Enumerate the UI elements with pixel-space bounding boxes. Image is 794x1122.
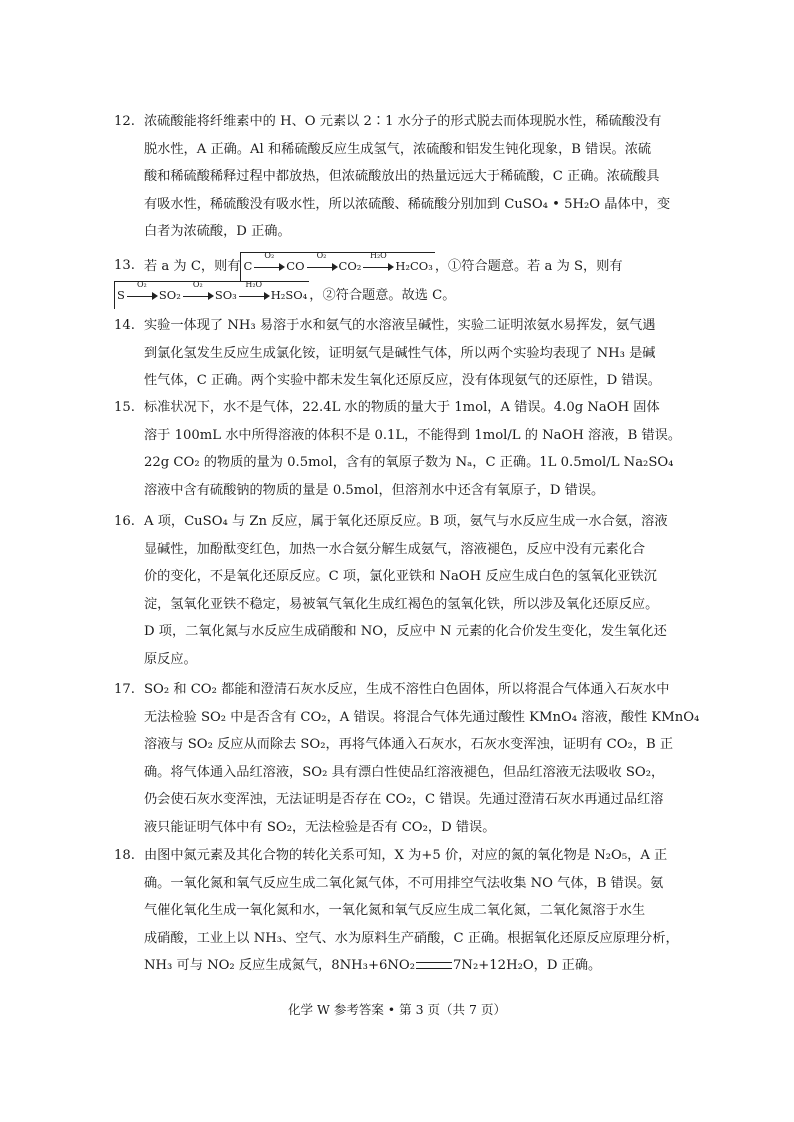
arrow-reagent: H₂O xyxy=(245,279,263,289)
answer-item-18 xyxy=(114,842,682,980)
answer-item-15 xyxy=(114,394,682,504)
reaction-arrow xyxy=(125,279,159,303)
item-line: 标准状况下，水不是气体，22.4L 水的物质的量大于 1mol，A 错误。4.0g NaOH 固体 xyxy=(144,400,660,415)
line-text: NH₃ 可与 NO₂ 反应生成氮气，8NH₃+6NO₂ xyxy=(144,958,416,973)
line-text: ，②符合题意。故选 C。 xyxy=(309,287,456,303)
page-footer: 化学 W 参考答案 • 第 3 页（共 7 页） xyxy=(288,1002,506,1017)
item-line: 到氯化氢发生反应生成氯化铵，证明氨气是碱性气体，所以两个实验均表现了 NH₃ 是碱 xyxy=(144,345,656,361)
item-line: 浓硫酸能将纤维素中的 H、O 元素以 2∶1 水分子的形式脱去而体现脱水性，稀硫酸没有 xyxy=(144,114,662,129)
item-line xyxy=(117,279,682,310)
reaction-arrow xyxy=(305,251,339,274)
item-line: SO₂ 和 CO₂ 都能和澄清石灰水反应，生成不溶性白色固体，所以将混合气体通入石灰水中 xyxy=(144,682,670,697)
reaction-arrow xyxy=(181,279,215,303)
chain-species: CO₂ xyxy=(338,259,362,273)
item-line: 成硝酸，工业上以 NH₃、空气、水为原料生产硝酸，C 正确。根据氧化还原反应原理分析， xyxy=(144,930,679,946)
item-line: 由图中氮元素及其化合物的转化关系可知，X 为+5 价，对应的氮的氧化物是 N₂O₅，A 正 xyxy=(144,848,668,863)
item-line: 淀，氢氧化亚铁不稳定，易被氧气氧化生成红褐色的氢氧化铁，所以涉及氧化还原反应。 xyxy=(144,596,659,612)
equals-sign xyxy=(416,962,452,969)
arrow-reagent: O₂ xyxy=(264,251,275,260)
sulfur-conversion-chain xyxy=(114,281,309,310)
item-number: 15. xyxy=(114,400,135,415)
item-line: 溶液与 SO₂ 反应从而除去 SO₂，再将气体通入石灰水，石灰水变浑浊，证明有 CO₂，B 正 xyxy=(144,737,674,752)
item-line: 确。将气体通入品红溶液，SO₂ 具有漂白性使品红溶液褪色，但品红溶液无法吸收 SO₂， xyxy=(144,764,665,780)
chain-species: CO xyxy=(286,259,305,273)
item-line: D 项，二氧化氮与水反应生成硝酸和 NO，反应中 N 元素的化合价发生变化，发生氧化还 xyxy=(144,624,667,639)
arrow-reagent: H₂O xyxy=(369,251,387,260)
chain-species: H₂SO₄ xyxy=(270,287,308,302)
item-line: 液只能证明气体中有 SO₂，无法检验是否有 CO₂，D 错误。 xyxy=(144,819,496,835)
carbon-conversion-chain xyxy=(240,252,434,281)
line-text: ，①符合题意。若 a 为 S，则有 xyxy=(434,259,623,274)
answer-item-14 xyxy=(114,312,682,395)
item-line: A 项，CuSO₄ 与 Zn 反应，属于氧化还原反应。B 项，氨气与水反应生成一水合氨，溶液 xyxy=(144,514,668,529)
item-line xyxy=(144,252,682,281)
chain-species: S xyxy=(117,287,125,302)
item-number: 12. xyxy=(114,114,135,129)
item-number: 16. xyxy=(114,514,135,529)
chain-species: H₂CO₃ xyxy=(395,259,433,273)
arrow-reagent: O₂ xyxy=(316,251,327,260)
answer-item-12 xyxy=(114,108,682,246)
item-line: 脱水性，A 正确。Al 和稀硫酸反应生成氢气，浓硫酸和铝发生钝化现象，B 错误。浓硫 xyxy=(144,141,652,157)
item-line: 无法检验 SO₂ 中是否含有 CO₂，A 错误。将混合气体先通过酸性 KMnO₄ 溶液，酸性 KMnO₄ xyxy=(144,709,700,725)
answer-item-16 xyxy=(114,508,682,673)
item-number: 17. xyxy=(114,682,135,697)
item-line: 气催化氧化生成一氧化氮和水，一氧化氮和氧气反应生成二氧化氮，二氧化氮溶于水生 xyxy=(144,903,646,918)
item-line: 价的变化，不是氧化还原反应。C 项，氯化亚铁和 NaOH 反应生成白色的氢氧化亚铁沉 xyxy=(144,569,657,584)
chain-species: C xyxy=(243,259,253,273)
reaction-arrow xyxy=(361,251,395,274)
item-line: 酸和稀硫酸稀释过程中都放热，但浓硫酸放出的热量远远大于稀硫酸，C 正确。浓硫酸具 xyxy=(144,169,660,184)
item-number: 18. xyxy=(114,848,135,863)
item-line: 22g CO₂ 的物质的量为 0.5mol，含有的氧原子数为 Nₐ，C 正确。1L 0.5mol/L Na₂SO₄ xyxy=(144,455,674,470)
item-line: 性气体，C 正确。两个实验中都未发生氧化还原反应，没有体现氨气的还原性，D 错误。 xyxy=(144,373,661,388)
item-line: 有吸水性，稀硫酸没有吸水性，所以浓硫酸、稀硫酸分别加到 CuSO₄ • 5H₂O 晶体中，变 xyxy=(144,196,671,212)
reaction-arrow xyxy=(237,279,271,303)
item-number: 13. xyxy=(114,258,135,273)
item-line: 溶于 100mL 水中所得溶液的体积不是 0.1L，不能得到 1mol/L 的 NaOH 溶液，B 错误。 xyxy=(144,427,682,443)
item-line: 溶液中含有硫酸钠的物质的量是 0.5mol，但溶剂水中还含有氧原子，D 错误。 xyxy=(144,482,605,498)
item-number: 14. xyxy=(114,318,135,333)
item-line: 显碱性，加酚酞变红色，加热一水合氨分解生成氨气，溶液褪色，反应中没有元素化合 xyxy=(144,541,646,557)
item-line: 实验一体现了 NH₃ 易溶于水和氨气的水溶液呈碱性，实验二证明浓氨水易挥发，氨气遇 xyxy=(144,318,656,333)
line-text: 7N₂+12H₂O，D 正确。 xyxy=(453,958,602,973)
chain-species: SO₃ xyxy=(214,287,237,302)
answer-item-13 xyxy=(114,252,682,309)
reaction-arrow xyxy=(252,251,286,274)
line-text: 若 a 为 C，则有 xyxy=(144,259,241,274)
item-line xyxy=(144,952,682,980)
arrow-reagent: O₂ xyxy=(192,279,203,289)
item-line: 白者为浓硫酸，D 正确。 xyxy=(144,224,291,239)
answer-item-17 xyxy=(114,676,700,841)
item-line: 仍会使石灰水变浑浊，无法证明是否存在 CO₂，C 错误。先通过澄清石灰水再通过品红溶 xyxy=(144,792,664,807)
item-line: 确。一氧化氮和氧气反应生成二氧化氮气体，不可用排空气法收集 NO 气体，B 错误。氨 xyxy=(144,875,664,891)
chain-species: SO₂ xyxy=(158,287,181,302)
item-line: 原反应。 xyxy=(144,651,197,667)
arrow-reagent: O₂ xyxy=(137,279,147,289)
